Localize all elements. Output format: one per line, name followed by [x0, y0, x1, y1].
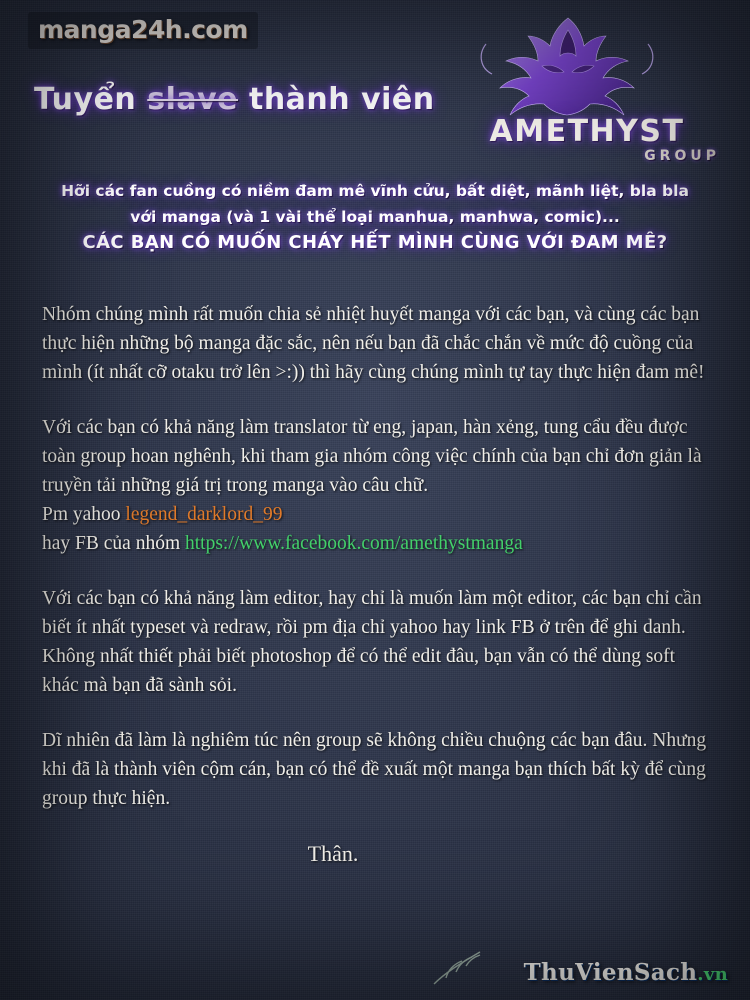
dragon-icon: [472, 14, 662, 122]
logo-subtitle: GROUP: [644, 148, 720, 164]
contact-yahoo-label: Pm yahoo: [42, 504, 126, 525]
facebook-link[interactable]: https://www.facebook.com/amethystmanga: [184, 533, 523, 554]
leaf-flourish-icon: [430, 948, 488, 988]
body-copy: [42, 300, 714, 868]
site-watermark-top: [28, 12, 258, 49]
site-watermark-bottom: [524, 959, 728, 986]
contact-fb-label: hay FB của nhóm: [42, 533, 185, 554]
intro-block: [0, 178, 750, 256]
paragraph-1: Nhóm chúng mình rất muốn chia sẻ nhiệt huyết manga với các bạn, và cùng các bạn thực hiện những bộ manga đặc sắc, nên nếu bạn đã chắc chắn về mức độ cuồng của mình (ít nhất cỡ otaku trở lên >:)) thì hãy cùng chúng mình tự tay thực hiện đam mê!: [42, 304, 705, 383]
paragraph-3: Với các bạn có khả năng làm editor, hay chỉ là muốn làm một editor, các bạn chỉ cần biết ít nhất typeset và redraw, rồi pm địa chỉ yahoo hay link FB ở trên để ghi danh. Không nhất thiết phải biết photoshop để có thể edit đâu, bạn vẫn có thể dùng soft khác mà bạn đã sành sỏi.: [42, 588, 702, 696]
contact-yahoo-line: [42, 500, 714, 529]
intro-line-3: CÁC BẠN CÓ MUỐN CHÁY HẾT MÌNH CÙNG VỚI ĐAM MÊ?: [82, 232, 668, 253]
page-title-struck-word: slave: [147, 82, 239, 117]
page-title-part1: Tuyển: [34, 82, 148, 117]
paragraph-2-text: Với các bạn có khả năng làm translator từ eng, japan, hàn xẻng, tung cẩu đều được toàn group hoan nghênh, khi tham gia nhóm công việc chính của bạn chỉ đơn giản là truyền tải những giá trị trong manga vào câu chữ.: [42, 417, 702, 496]
paragraph-4: Dĩ nhiên đã làm là nghiêm túc nên group sẽ không chiều chuộng các bạn đâu. Nhưng khi đã là thành viên cộm cán, bạn có thể đề xuất một manga bạn thích bất kỳ để cùng group thực hiện.: [42, 730, 707, 809]
page-title-part2: thành viên: [238, 82, 435, 117]
contact-fb-line: [42, 529, 714, 558]
logo-wordmark: AMETHYST: [489, 114, 685, 149]
site-watermark-bottom-tld: .vn: [697, 964, 728, 985]
intro-line-1: Hỡi các fan cuồng có niềm đam mê vĩnh cửu, bất diệt, mãnh liệt, bla bla: [61, 182, 689, 200]
intro-line-2: với manga (và 1 vài thể loại manhua, manhwa, comic)...: [130, 208, 620, 226]
signature: Thân.: [307, 841, 359, 866]
site-watermark-bottom-name: ThuVienSach: [523, 959, 698, 986]
paragraph-2: [42, 413, 714, 558]
yahoo-id: legend_darklord_99: [125, 504, 283, 525]
amethyst-logo: [442, 14, 732, 164]
page-title: [34, 82, 435, 117]
site-watermark-top-label: manga24h.com: [38, 15, 248, 44]
